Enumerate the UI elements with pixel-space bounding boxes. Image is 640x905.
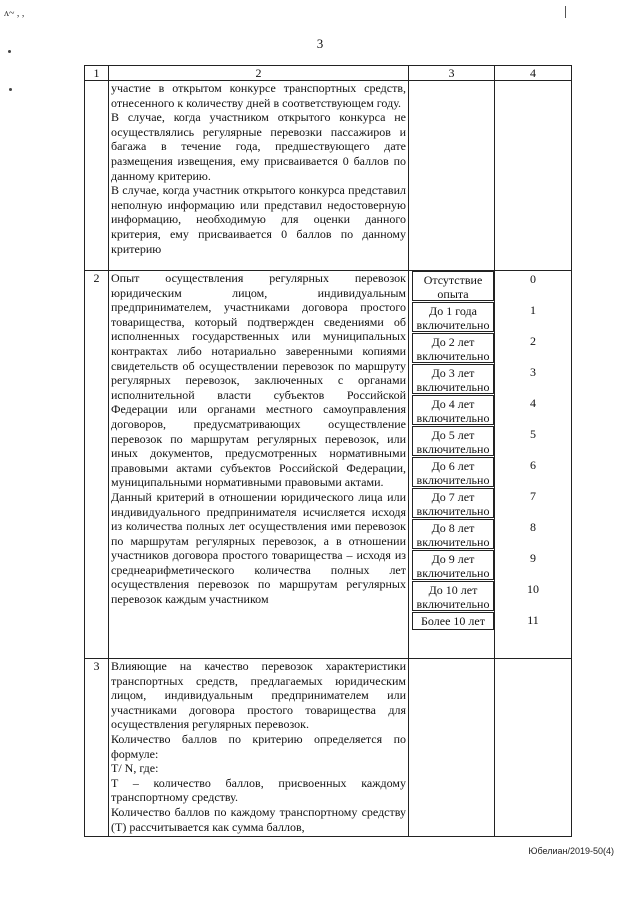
scores-cell [495, 271, 572, 659]
option-box: До 10 лет включительно [412, 581, 494, 611]
score-value: 9 [530, 551, 536, 565]
header-cell: 3 [409, 66, 495, 81]
criterion-text [109, 659, 409, 837]
score-value: 4 [530, 396, 536, 410]
option-box: Более 10 лет [412, 612, 494, 630]
option-box: До 6 лет включительно [412, 457, 494, 487]
score-value: 11 [527, 613, 539, 627]
paragraph: В случае, когда участник открытого конкурса представил неполную информацию или представил недостоверную информацию, необходимую для оценки данного критерия, ему присваивается 0 баллов по данному критерию [111, 183, 406, 256]
score-value: 1 [530, 303, 536, 317]
paragraph: Количество баллов по каждому транспортному средству (T) рассчитывается как сумма баллов, [111, 804, 406, 834]
option-box: До 9 лет включительно [412, 550, 494, 580]
criterion-text [109, 271, 409, 659]
criterion-text [109, 81, 409, 271]
margin-dot [9, 88, 12, 91]
table-header-row [85, 66, 572, 81]
paragraph: T/ N, где: [111, 761, 159, 776]
header-cell: 4 [495, 66, 572, 81]
score-value: 7 [530, 489, 536, 503]
page-number: 3 [316, 36, 324, 51]
criteria-table [84, 65, 572, 837]
options-cell [409, 271, 495, 659]
options-cell [409, 81, 495, 271]
corner-marks: ʌ~ , , [4, 8, 25, 19]
row-number: 2 [85, 271, 109, 659]
option-box: До 7 лет включительно [412, 488, 494, 518]
table-row [85, 659, 572, 837]
row-number: 3 [85, 659, 109, 837]
table-row [85, 81, 572, 271]
option-box: До 8 лет включительно [412, 519, 494, 549]
option-box: До 5 лет включительно [412, 426, 494, 456]
score-value: 0 [530, 272, 536, 286]
paragraph: Количество баллов по критерию определяется по формуле: [111, 731, 406, 761]
option-box: До 3 лет включительно [412, 364, 494, 394]
paragraph: участие в открытом конкурсе транспортных средств, отнесенного к количеству дней в соответствующем году. [111, 81, 406, 110]
paragraph: Влияющие на качество перевозок характеристики транспортных средств, предлагаемых юридическим лицом, индивидуальным предпринимателем или участниками договора простого товарищества для осуществления регулярных перевозок. [111, 659, 406, 732]
score-value: 6 [530, 458, 536, 472]
row-number [85, 81, 109, 271]
score-value: 10 [527, 582, 539, 596]
header-cell: 2 [109, 66, 409, 81]
option-box: До 2 лет включительно [412, 333, 494, 363]
options-cell [409, 659, 495, 837]
paragraph: T – количество баллов, присвоенных каждому транспортному средству. [111, 775, 406, 805]
score-value: 3 [530, 365, 536, 379]
option-box: Отсутствие опыта [412, 271, 494, 301]
paragraph: Данный критерий в отношении юридического лица или индивидуального предпринимателя исчисляется исходя из количества полных лет осуществления ими перевозок по маршрутам регулярных перевозок, а в отношении участников договора простого товарищества – исходя из среднеарифметического количества полных лет осуществления перевозок по маршрутам регулярных перевозок каждым участником [111, 489, 406, 607]
option-box: До 4 лет включительно [412, 395, 494, 425]
option-box: До 1 года включительно [412, 302, 494, 332]
header-cell: 1 [85, 66, 109, 81]
score-value: 5 [530, 427, 536, 441]
paragraph: В случае, когда участником открытого конкурса не осуществлялись регулярные перевозки пассажиров и багажа в течение года, предшествующего дате размещения извещения, ему присваивается 0 баллов по данному критерию. [111, 110, 406, 183]
paragraph: Опыт осуществления регулярных перевозок юридическим лицом, индивидуальным предпринимателем, участниками договора простого товарищества, который подтвержден сведениями об исполненных государственных или муниципальных контрактах либо нотариально заверенными копиями свидетельств об осуществлении перевозок по маршруту регулярных перевозок, заключенных с органами исполнительной власти субъектов Российской Федерации или органами местного самоуправления договоров, предусматривающих осуществление перевозок по маршрутам регулярных перевозок, или иных документов, предусмотренных нормативными правовыми актами субъектов Российской Федерации, муниципальными нормативными правовыми актами. [111, 271, 406, 490]
document-code: Юбелиан/2019-50(4) [528, 846, 614, 856]
score-value: 2 [530, 334, 536, 348]
table-row [85, 271, 572, 659]
scores-cell [495, 659, 572, 837]
scores-cell [495, 81, 572, 271]
margin-line [565, 6, 566, 18]
score-value: 8 [530, 520, 536, 534]
